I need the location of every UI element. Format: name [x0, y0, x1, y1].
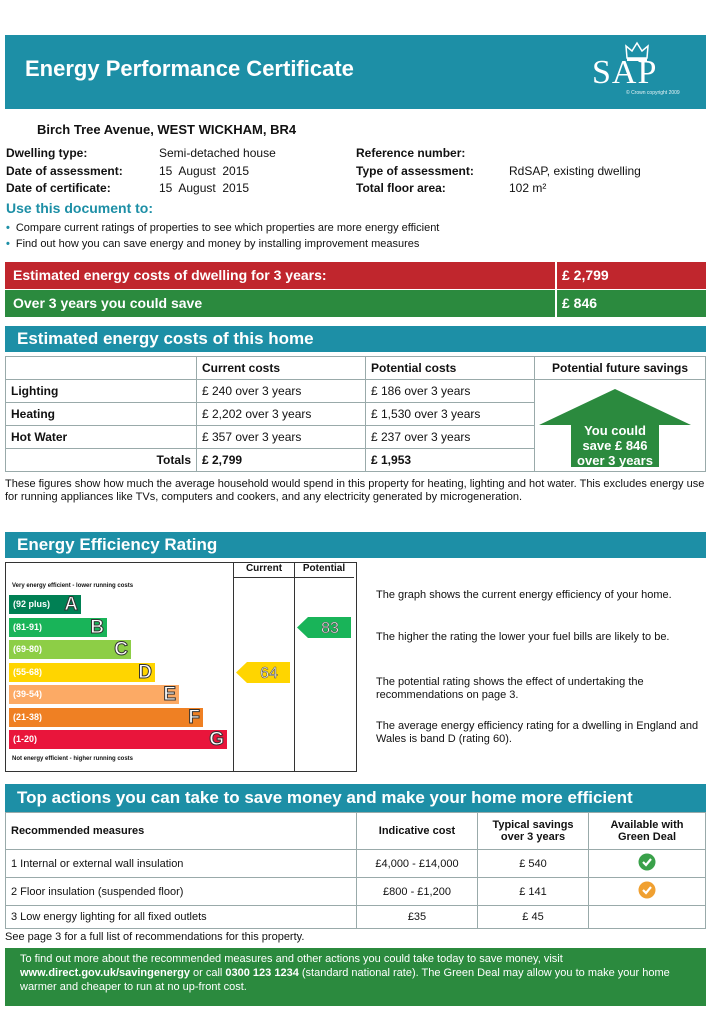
rating-band-b: (81-91) B [9, 618, 107, 637]
advice-box: To find out more about the recommended measures and other actions you could take today to save money, visit www.direct.gov.uk/savingenergy or call 0300 123 1234 (standard national rate). The Green Deal may allow you to make your home warmer and cheaper to run at no up-front cost. [5, 948, 706, 1006]
use-bullet-2: • Find out how you can save energy and money by installing improvement measures [6, 238, 420, 250]
table-cell: £4,000 - £14,000 [357, 850, 478, 878]
assessment-type-value: RdSAP, existing dwelling [509, 164, 641, 178]
band-divider [555, 290, 557, 317]
table-cell: £ 240 over 3 years [197, 380, 366, 403]
sap-logo [592, 40, 694, 100]
table-cell: Heating [6, 403, 197, 426]
address: Birch Tree Avenue, WEST WICKHAM, BR4 [37, 122, 297, 137]
svg-text:83: 83 [321, 619, 339, 637]
rating-bottom-label: Not energy efficient - higher running costs [12, 756, 134, 762]
table-row [6, 906, 706, 929]
crown-copyright: © Crown copyright 2009 [626, 90, 680, 96]
potential-column [294, 563, 354, 771]
cost-band-label: Estimated energy costs of dwelling for 3 years: [13, 267, 327, 283]
cost-band [5, 262, 706, 289]
table-cell: £35 [357, 906, 478, 929]
table-row [6, 380, 706, 403]
actions-table [5, 812, 706, 929]
table-cell: 1 Internal or external wall insulation [6, 850, 357, 878]
table-row [6, 878, 706, 906]
costs-note: These figures show how much the average household would spend in this property for heating, lighting and hot water. This excludes energy use for running appliances like TVs, computers and cookers, and any electricity generated by microgeneration. [5, 478, 705, 503]
see-page-note: See page 3 for a full list of recommendations for this property. [5, 931, 305, 943]
save-band-value: £ 846 [562, 295, 598, 311]
current-column-header: Current [234, 563, 294, 578]
table-cell: £ 540 [478, 850, 589, 878]
table-cell [6, 357, 197, 380]
table-cell: 2 Floor insulation (suspended floor) [6, 878, 357, 906]
table-row [6, 357, 706, 380]
advice-phone: 0300 123 1234 [225, 967, 299, 979]
certificate-date-label: Date of certificate: [6, 181, 111, 195]
rating-note-4: The average energy efficiency rating for a dwelling in England and Wales is band D (rating 60). [376, 720, 699, 745]
potential-column-header: Potential [294, 563, 354, 578]
certificate-date-value: 15 August 2015 [159, 181, 250, 195]
potential-rating-marker [297, 617, 351, 637]
green-deal-cell [589, 906, 706, 929]
arrow-text-1: You could [584, 422, 646, 438]
assessment-date-value: 15 August 2015 [159, 164, 250, 178]
green-deal-cell [589, 850, 706, 878]
floor-area-label: Total floor area: [356, 181, 446, 195]
bullet-icon: • [6, 238, 10, 250]
table-cell: £ 186 over 3 years [366, 380, 535, 403]
rating-chart [5, 562, 357, 772]
table-cell: 3 Low energy lighting for all fixed outlets [6, 906, 357, 929]
costs-table [5, 356, 706, 472]
rating-section-title: Energy Efficiency Rating [5, 532, 706, 558]
table-cell: Typical savings over 3 years [478, 813, 589, 850]
cost-band-value: £ 2,799 [562, 267, 609, 283]
arrow-text-3: over 3 years [577, 452, 653, 468]
dwelling-type-value: Semi-detached house [159, 146, 276, 160]
table-cell: £ 2,799 [197, 449, 366, 472]
table-cell: Available with Green Deal [589, 813, 706, 850]
table-cell: Lighting [6, 380, 197, 403]
save-band-label: Over 3 years you could save [13, 295, 203, 311]
table-cell: £ 2,202 over 3 years [197, 403, 366, 426]
rating-note-1: The graph shows the current energy efficiency of your home. [376, 589, 672, 601]
table-cell: Totals [6, 449, 197, 472]
table-cell: £ 237 over 3 years [366, 426, 535, 449]
rating-band-a: (92 plus) A [9, 595, 81, 614]
rating-note-2: The higher the rating the lower your fuel bills are likely to be. [376, 631, 670, 643]
svg-text:64: 64 [260, 664, 278, 682]
band-divider [555, 262, 557, 289]
rating-band-d: (55-68) D [9, 663, 155, 682]
table-cell: £ 357 over 3 years [197, 426, 366, 449]
savings-arrow-cell [535, 380, 706, 472]
page-title: Energy Performance Certificate [25, 56, 354, 81]
current-rating-marker [236, 662, 290, 682]
rating-band-f: (21-38) F [9, 708, 203, 727]
table-cell: Current costs [197, 357, 366, 380]
check-icon [638, 853, 656, 871]
rating-top-label: Very energy efficient - lower running costs [12, 583, 134, 589]
arrow-text-2: save £ 846 [582, 437, 648, 453]
rating-band-g: (1-20) G [9, 730, 227, 749]
save-band [5, 290, 706, 317]
table-cell: £ 141 [478, 878, 589, 906]
assessment-type-label: Type of assessment: [356, 164, 474, 178]
table-cell: Hot Water [6, 426, 197, 449]
reference-label: Reference number: [356, 146, 466, 160]
rating-band-e: (39-54) E [9, 685, 179, 704]
table-cell: £ 1,953 [366, 449, 535, 472]
rating-band-c: (69-80) C [9, 640, 131, 659]
advice-link[interactable]: www.direct.gov.uk/savingenergy [20, 967, 190, 979]
table-cell: £ 1,530 over 3 years [366, 403, 535, 426]
use-bullet-1: • Compare current ratings of properties to see which properties are more energy efficient [6, 222, 440, 234]
table-cell: £ 45 [478, 906, 589, 929]
table-cell: Indicative cost [357, 813, 478, 850]
table-row [6, 850, 706, 878]
assessment-date-label: Date of assessment: [6, 164, 123, 178]
table-row [6, 813, 706, 850]
rating-note-3: The potential rating shows the effect of undertaking the recommendations on page 3. [376, 676, 644, 701]
green-deal-cell [589, 878, 706, 906]
costs-section-title: Estimated energy costs of this home [5, 326, 706, 352]
actions-section-title: Top actions you can take to save money and make your home more efficient [5, 784, 706, 812]
dwelling-type-label: Dwelling type: [6, 146, 88, 160]
table-cell: Potential costs [366, 357, 535, 380]
up-arrow-icon [535, 383, 695, 469]
sap-logo-text: SAP [592, 54, 658, 91]
bullet-icon: • [6, 222, 10, 234]
floor-area-value: 102 m² [509, 181, 547, 195]
use-document-heading: Use this document to: [6, 200, 154, 216]
table-cell: Potential future savings [535, 357, 706, 380]
check-icon [638, 881, 656, 899]
table-cell: £800 - £1,200 [357, 878, 478, 906]
table-cell: Recommended measures [6, 813, 357, 850]
